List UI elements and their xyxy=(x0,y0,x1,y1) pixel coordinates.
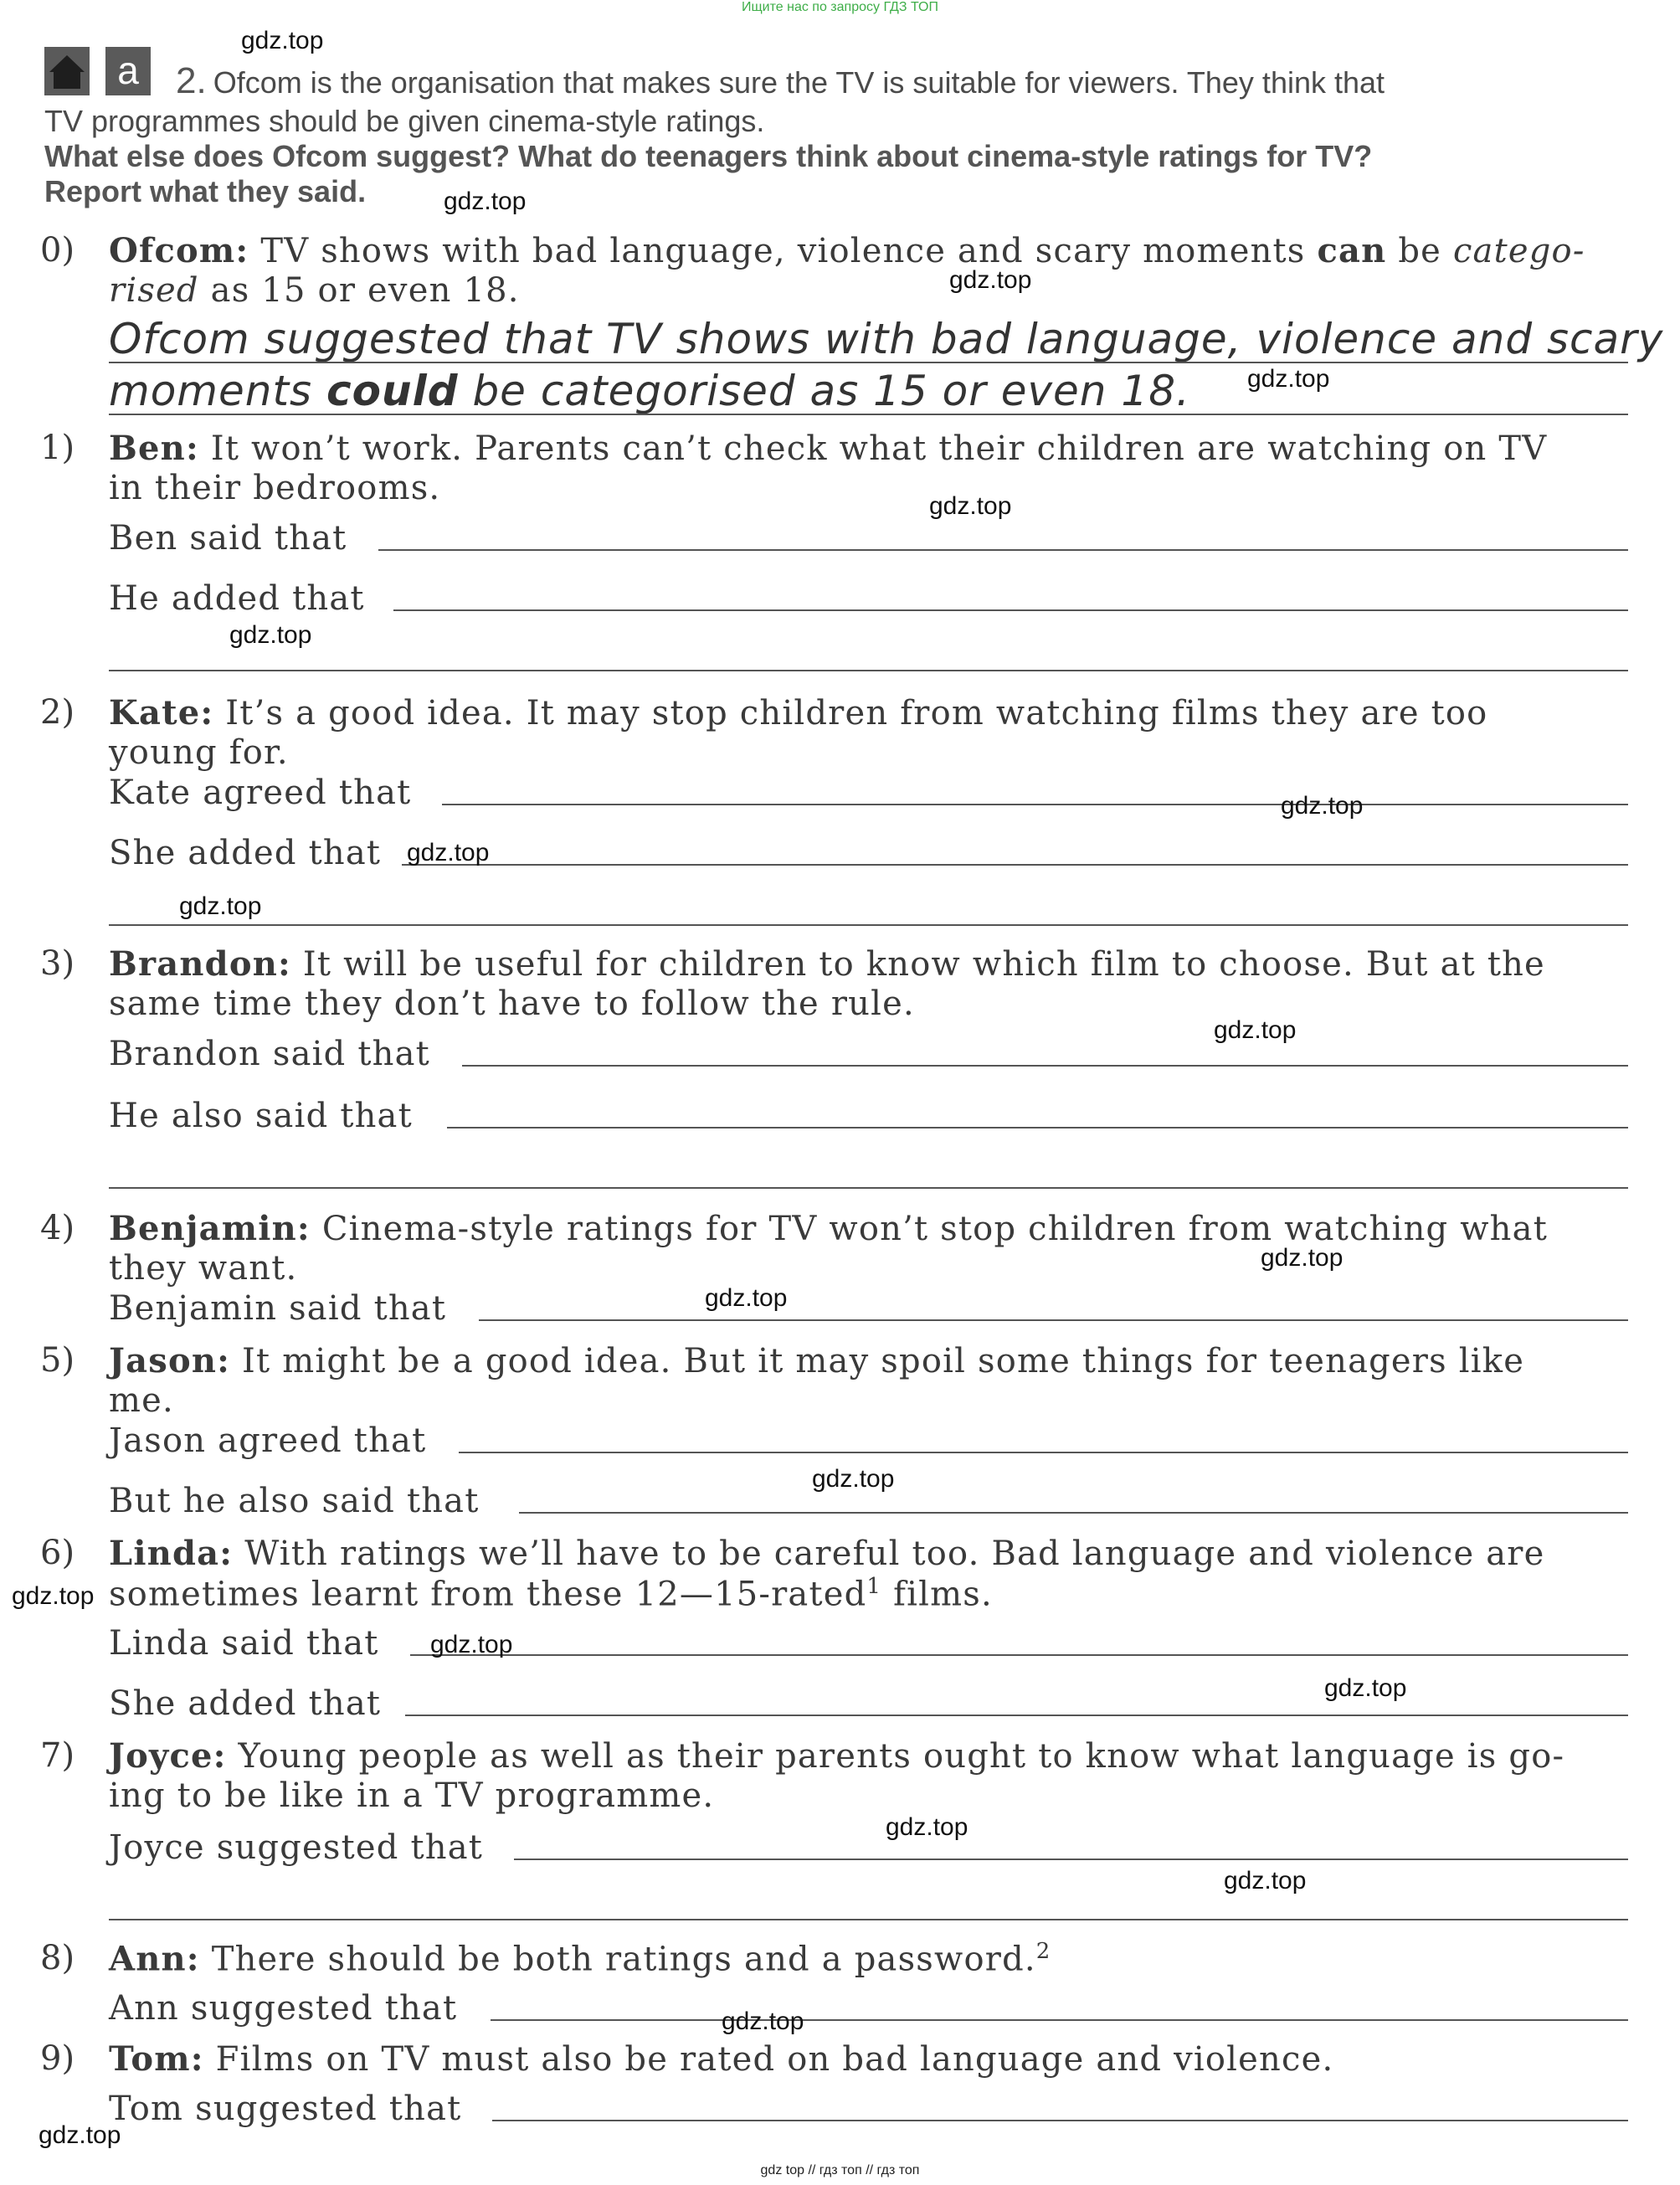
watermark[interactable]: gdz.top xyxy=(229,621,312,649)
example-text: be xyxy=(1398,232,1442,270)
answer-line[interactable] xyxy=(459,1452,1628,1453)
item-prompt-line-1 xyxy=(109,1534,1628,1573)
watermark[interactable]: gdz.top xyxy=(812,1465,895,1493)
watermark[interactable]: gdz.top xyxy=(1247,365,1330,393)
task-text-1: Ofcom is the organisation that makes sure the TV is suitable for viewers. They think that xyxy=(213,65,1385,100)
report-prefix: Jason agreed that xyxy=(109,1422,427,1460)
report-prefix: But he also said that xyxy=(109,1482,480,1520)
report-prefix: Ann suggested that xyxy=(109,1989,458,2028)
task-question-2: Report what they said. xyxy=(44,174,367,208)
answer-rule xyxy=(109,362,1628,363)
item-number: 7) xyxy=(40,1736,75,1775)
watermark[interactable]: gdz.top xyxy=(407,839,490,866)
answer-line[interactable] xyxy=(514,1859,1628,1860)
task-question-1: What else does Ofcom suggest? What do teenagers think about cinema-style ratings for TV? xyxy=(44,139,1373,173)
example-bold-word: can xyxy=(1317,231,1387,270)
watermark[interactable]: gdz.top xyxy=(444,188,527,215)
example-text: as 15 or even 18. xyxy=(210,271,520,310)
report-prefix: Brandon said that xyxy=(109,1035,430,1073)
prompt-text: films. xyxy=(893,1575,993,1614)
example-answer-line-2 xyxy=(109,367,1628,415)
answer-line[interactable] xyxy=(479,1319,1628,1321)
answer-rule xyxy=(109,414,1628,415)
speaker-name: Ofcom: xyxy=(109,231,249,270)
watermark[interactable]: gdz.top xyxy=(886,1813,968,1841)
report-prefix: Benjamin said that xyxy=(109,1289,447,1328)
item-number: 8) xyxy=(40,1939,75,1977)
watermark[interactable]: gdz.top xyxy=(1261,1244,1343,1272)
home-task-icon xyxy=(44,47,90,95)
watermark[interactable]: gdz.top xyxy=(12,1582,95,1610)
report-prefix: Joyce suggested that xyxy=(109,1828,484,1867)
answer-line[interactable] xyxy=(109,670,1628,671)
item-prompt-line-2: me. xyxy=(109,1381,174,1420)
watermark[interactable]: gdz.top xyxy=(1324,1674,1407,1702)
svg-text:a: a xyxy=(117,49,139,92)
report-prefix: Linda said that xyxy=(109,1624,379,1663)
watermark[interactable]: gdz.top xyxy=(929,492,1012,520)
speaker-name: Joyce: xyxy=(109,1736,227,1776)
prompt-text: sometimes learnt from these 12—15-rated xyxy=(109,1575,867,1614)
prompt-text: Cinema-style ratings for TV won’t stop children from watching what xyxy=(321,1210,1548,1248)
letter-a-icon xyxy=(105,47,151,95)
answer-line[interactable] xyxy=(410,1654,1628,1656)
example-prompt-line-2 xyxy=(109,271,1628,310)
report-prefix: She added that xyxy=(109,834,382,872)
answer-line[interactable] xyxy=(378,549,1628,551)
answer-text: be categorised as 15 or even 18. xyxy=(472,367,1190,415)
report-prefix: He also said that xyxy=(109,1097,413,1135)
report-prefix: Ben said that xyxy=(109,519,347,558)
footnote-marker: 1 xyxy=(866,1574,882,1599)
watermark[interactable]: gdz.top xyxy=(705,1284,788,1312)
watermark[interactable]: gdz.top xyxy=(241,27,324,54)
answer-line[interactable] xyxy=(519,1512,1628,1514)
item-number: 4) xyxy=(40,1209,75,1247)
prompt-text: It will be useful for children to know which film to choose. But at the xyxy=(302,945,1545,984)
prompt-text: Films on TV must also be rated on bad language and violence. xyxy=(215,2040,1334,2079)
speaker-name: Kate: xyxy=(109,693,214,733)
answer-line[interactable] xyxy=(109,1187,1628,1189)
report-prefix: Tom suggested that xyxy=(109,2090,462,2128)
item-number: 1) xyxy=(40,429,75,467)
item-number: 3) xyxy=(40,944,75,983)
item-prompt-line-2: in their bedrooms. xyxy=(109,469,441,507)
answer-line[interactable] xyxy=(393,609,1628,611)
top-banner[interactable]: Ищите нас по запросу ГДЗ ТОП xyxy=(742,0,938,14)
example-prompt-line-1 xyxy=(109,231,1628,270)
example-italic-word: rised xyxy=(109,271,199,310)
prompt-text: It won’t work. Parents can’t check what their children are watching on TV xyxy=(210,429,1548,468)
answer-line[interactable] xyxy=(492,2120,1628,2121)
report-prefix: Kate agreed that xyxy=(109,774,412,812)
answer-line[interactable] xyxy=(109,1919,1628,1920)
item-prompt-line-2: they want. xyxy=(109,1249,298,1288)
prompt-text: With ratings we’ll have to be careful too. Bad language and violence are xyxy=(244,1535,1545,1573)
speaker-name: Tom: xyxy=(109,2039,204,2079)
item-prompt-line-1 xyxy=(109,1939,1628,1978)
task-line-1 xyxy=(176,60,1632,102)
item-prompt-line-1 xyxy=(109,1341,1628,1380)
item-prompt-line-1 xyxy=(109,693,1628,733)
report-prefix: He added that xyxy=(109,579,365,618)
speaker-name: Linda: xyxy=(109,1534,234,1573)
prompt-text: There should be both ratings and a password. xyxy=(211,1940,1036,1979)
speaker-name: Ann: xyxy=(109,1939,200,1979)
speaker-name: Jason: xyxy=(109,1341,231,1380)
example-answer-line-1: Ofcom suggested that TV shows with bad language, violence and scary xyxy=(109,315,1664,363)
item-prompt-line-1 xyxy=(109,1736,1628,1776)
answer-line[interactable] xyxy=(442,804,1628,805)
speaker-name: Brandon: xyxy=(109,944,291,984)
task-line-2: TV programmes should be given cinema-style ratings. xyxy=(44,104,765,138)
speaker-name: Benjamin: xyxy=(109,1209,311,1248)
item-prompt-line-2 xyxy=(109,1574,1628,1613)
item-prompt-line-2: same time they don’t have to follow the rule. xyxy=(109,985,915,1023)
answer-line[interactable] xyxy=(462,1065,1628,1067)
item-number: 5) xyxy=(40,1341,75,1380)
footnote-marker: 2 xyxy=(1035,1939,1051,1964)
bottom-banner[interactable]: gdz top // гдз топ // гдз топ xyxy=(760,2163,920,2177)
answer-bold-word: could xyxy=(326,367,459,415)
prompt-text: Young people as well as their parents ought to know what language is go- xyxy=(238,1737,1565,1776)
item-number: 9) xyxy=(40,2039,75,2078)
watermark[interactable]: gdz.top xyxy=(430,1631,513,1658)
item-prompt-line-1 xyxy=(109,2039,1628,2079)
item-prompt-line-2: young for. xyxy=(109,733,289,772)
speaker-name: Ben: xyxy=(109,429,199,468)
answer-text: moments xyxy=(109,367,313,415)
item-prompt-line-2: ing to be like in a TV programme. xyxy=(109,1776,715,1815)
example-italic-word: catego- xyxy=(1452,232,1585,270)
answer-line[interactable] xyxy=(402,864,1628,866)
item-prompt-line-1 xyxy=(109,429,1628,468)
watermark[interactable]: gdz.top xyxy=(1281,792,1364,820)
watermark[interactable]: gdz.top xyxy=(1214,1016,1297,1044)
item-number: 0) xyxy=(40,231,75,270)
watermark[interactable]: gdz.top xyxy=(179,892,262,920)
item-prompt-line-1 xyxy=(109,944,1628,984)
item-number: 6) xyxy=(40,1534,75,1572)
report-prefix: She added that xyxy=(109,1684,382,1723)
task-number: 2. xyxy=(176,60,207,101)
item-prompt-line-1 xyxy=(109,1209,1628,1248)
watermark[interactable]: gdz.top xyxy=(1224,1867,1307,1895)
watermark[interactable]: gdz.top xyxy=(949,266,1032,294)
answer-line[interactable] xyxy=(109,924,1628,926)
example-text: TV shows with bad language, violence and scary moments xyxy=(260,232,1306,270)
watermark[interactable]: gdz.top xyxy=(722,2008,804,2035)
watermark[interactable]: gdz.top xyxy=(39,2121,121,2149)
answer-line[interactable] xyxy=(405,1715,1628,1716)
answer-line[interactable] xyxy=(447,1127,1628,1128)
prompt-text: It might be a good idea. But it may spoil some things for teenagers like xyxy=(242,1342,1525,1380)
prompt-text: It’s a good idea. It may stop children from watching films they are too xyxy=(225,694,1488,733)
item-number: 2) xyxy=(40,693,75,732)
answer-line[interactable] xyxy=(491,2019,1628,2021)
